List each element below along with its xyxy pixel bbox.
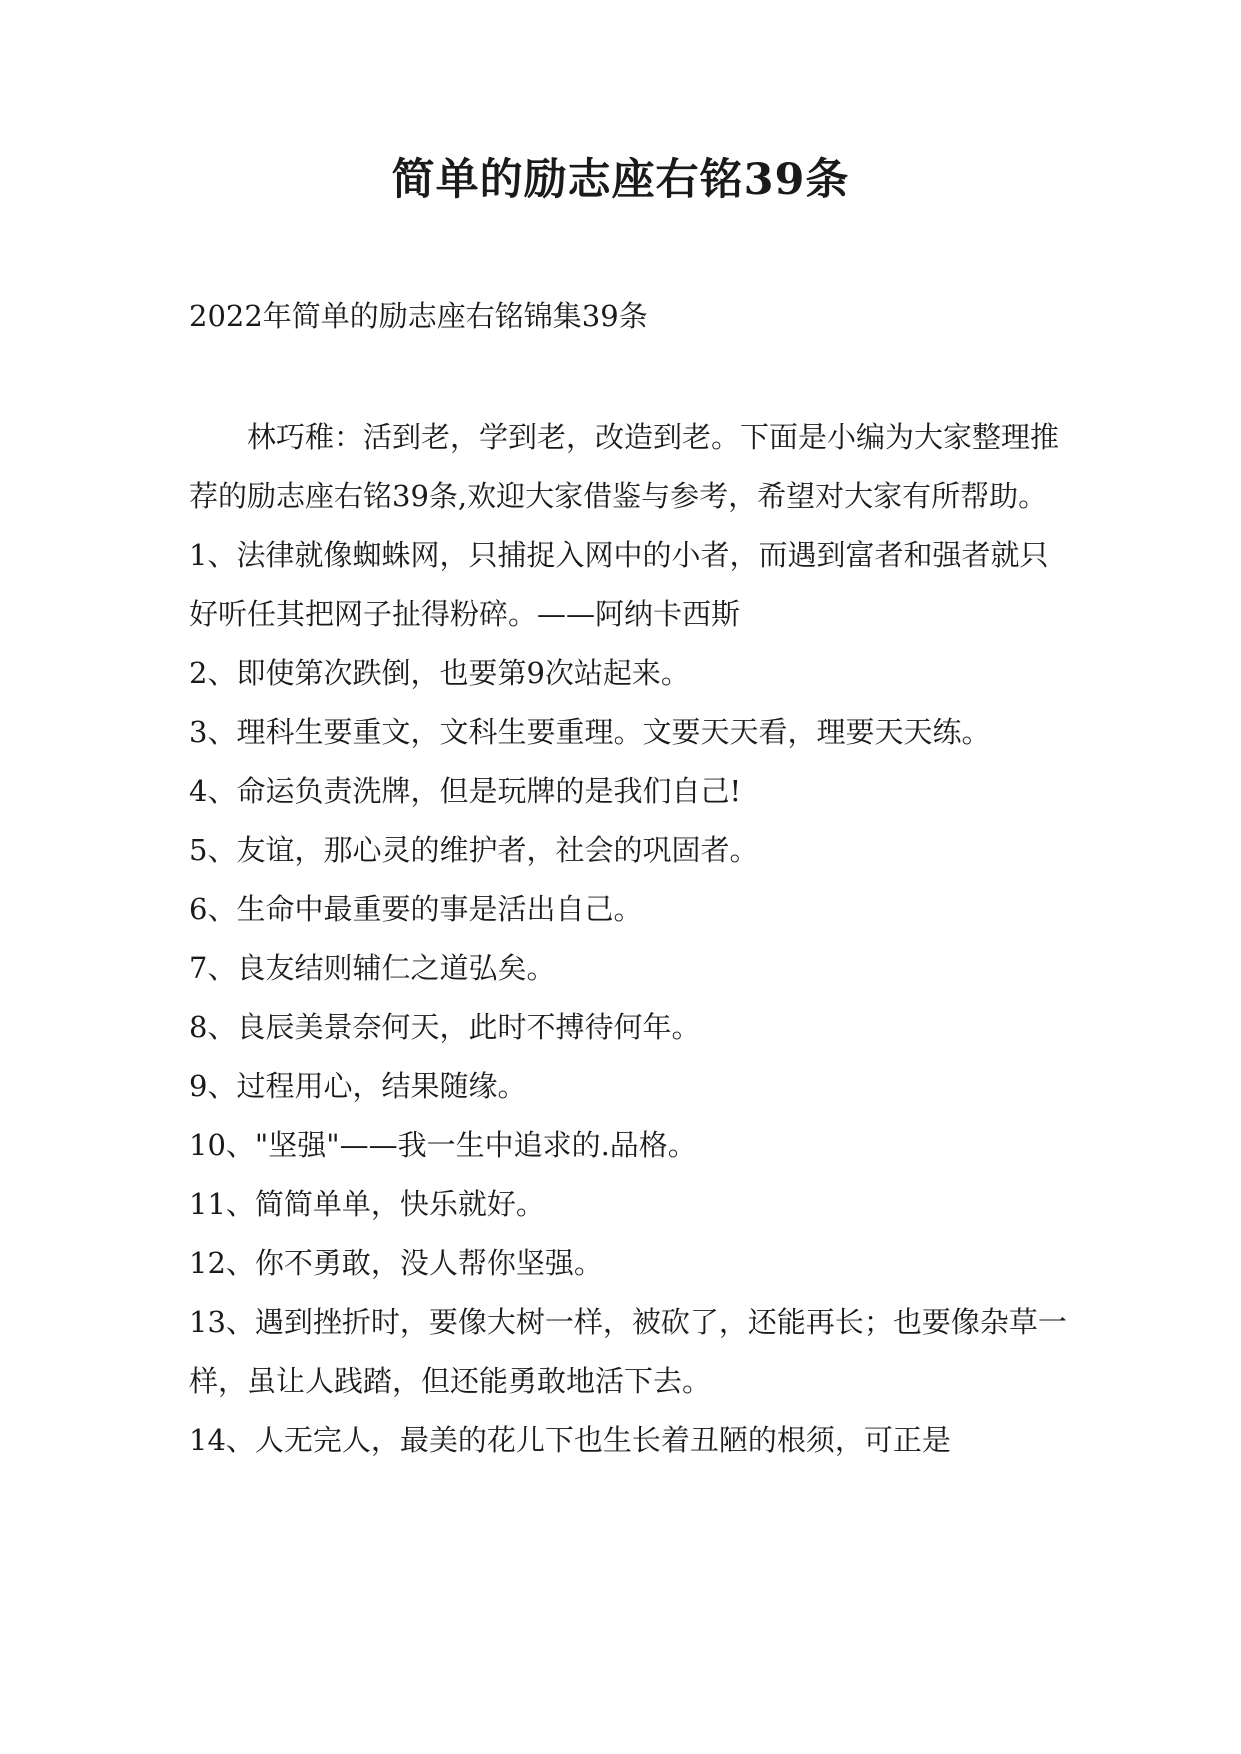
list-item: 12、你不勇敢，没人帮你坚强。 <box>189 1246 603 1280</box>
list-item: 4、命运负责洗牌，但是玩牌的是我们自己! <box>189 774 742 808</box>
list-item: 11、简简单单，快乐就好。 <box>189 1187 545 1221</box>
list-item: 6、生命中最重要的事是活出自己。 <box>189 892 643 926</box>
document-body <box>189 408 1069 1470</box>
list-item: 5、友谊，那心灵的维护者，社会的巩固者。 <box>189 833 759 867</box>
list-item: 10、"坚强"——我一生中追求的.品格。 <box>189 1128 697 1162</box>
list-item: 7、良友结则辅仁之道弘矣。 <box>189 951 556 985</box>
list-item: 8、良辰美景奈何天，此时不搏待何年。 <box>189 1010 701 1044</box>
list-item: 9、过程用心，结果随缘。 <box>189 1069 527 1103</box>
document-subtitle: 2022年简单的励志座右铭锦集39条 <box>189 299 648 333</box>
intro-paragraph: 林巧稚：活到老，学到老，改造到老。下面是小编为大家整理推荐的励志座右铭39条,欢迎大家借鉴与参考，希望对大家有所帮助。 <box>189 420 1060 513</box>
list-item: 14、人无完人，最美的花儿下也生长着丑陋的根须，可正是 <box>189 1423 951 1457</box>
list-item: 13、遇到挫折时，要像大树一样，被砍了，还能再长；也要像杂草一样，虽让人践踏，但还能勇敢地活下去。 <box>189 1305 1067 1398</box>
list-item: 1、法律就像蜘蛛网，只捕捉入网中的小者，而遇到富者和强者就只好听任其把网子扯得粉碎。——阿纳卡西斯 <box>189 538 1049 631</box>
list-item: 3、理科生要重文，文科生要重理。文要天天看，理要天天练。 <box>189 715 991 749</box>
list-item: 2、即使第次跌倒，也要第9次站起来。 <box>189 656 690 690</box>
document-title: 简单的励志座右铭39条 <box>391 155 850 205</box>
